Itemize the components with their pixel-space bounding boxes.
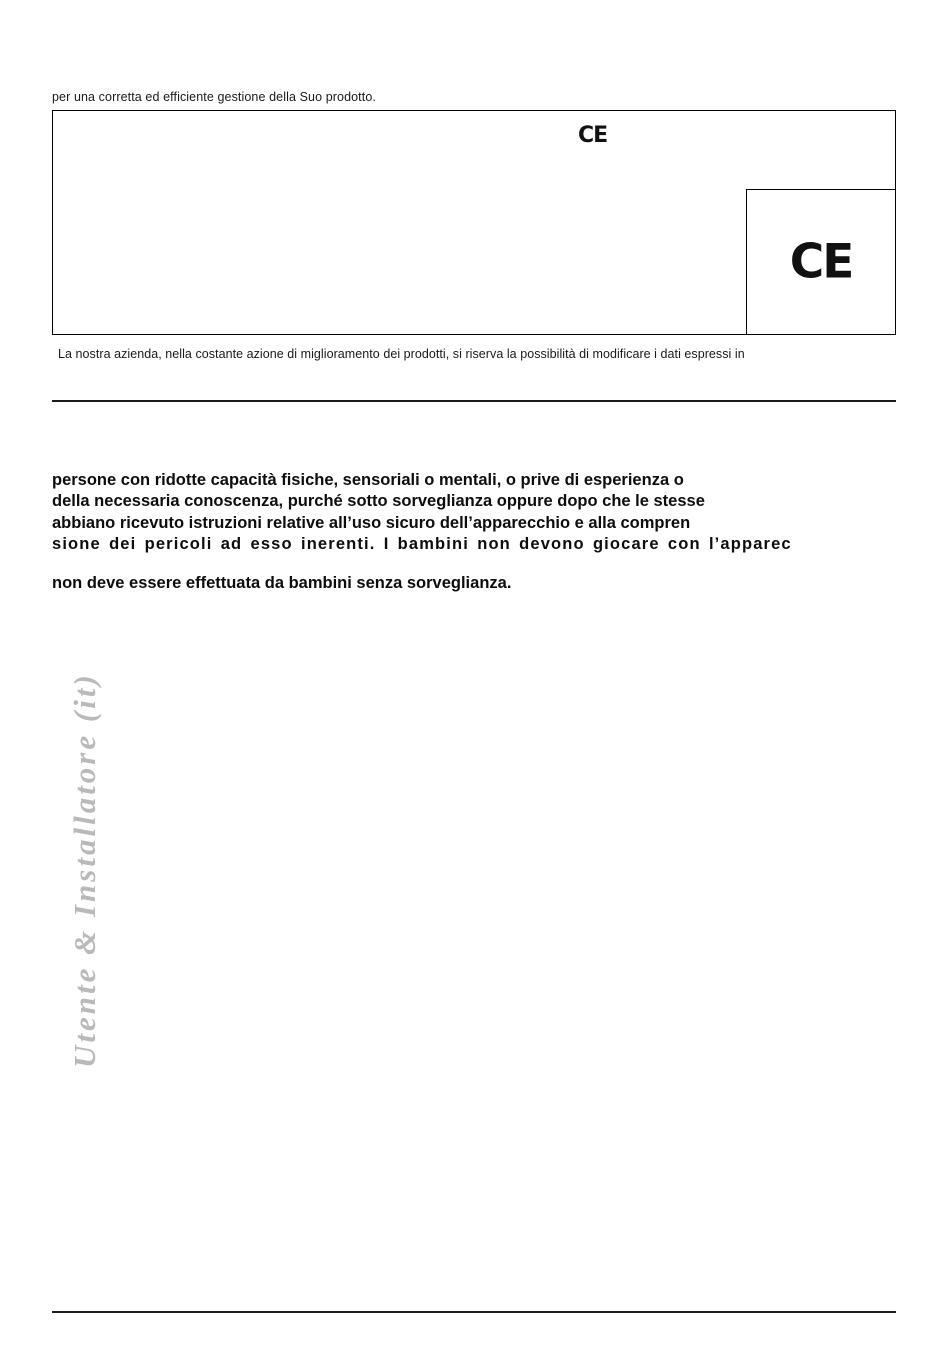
side-tab-label: Utente & Installatore (it)	[67, 672, 102, 1068]
paragraph-line: sione dei pericoli ad esso inerenti. I bambini non devono giocare con l’apparec	[52, 534, 792, 553]
ce-mark-large-icon: CE	[789, 234, 853, 290]
paragraph-final-line: non deve essere effettuata da bambini senza sorveglianza.	[52, 574, 512, 593]
ce-mark-panel	[746, 189, 896, 335]
paragraph-lines	[52, 470, 900, 555]
disclaimer-text: La nostra azienda, nella costante azione di miglioramento dei prodotti, si riserva la possibilità di modificare i dati espressi in	[58, 347, 745, 361]
divider-bottom	[52, 1311, 896, 1313]
divider-top	[52, 400, 896, 402]
paragraph-line: abbiano ricevuto istruzioni relative all’uso sicuro dell’apparecchio e alla compren	[52, 513, 691, 532]
certification-box	[52, 110, 896, 335]
body-paragraph	[52, 470, 900, 594]
intro-line: per una corretta ed efficiente gestione della Suo prodotto.	[52, 90, 376, 104]
paragraph-line: della necessaria conoscenza, purché sotto sorveglianza oppure dopo che le stesse	[52, 492, 705, 511]
paragraph-line: persone con ridotte capacità fisiche, sensoriali o mentali, o prive di esperienza o	[52, 471, 684, 489]
ce-mark-small-icon: CE	[578, 123, 608, 148]
